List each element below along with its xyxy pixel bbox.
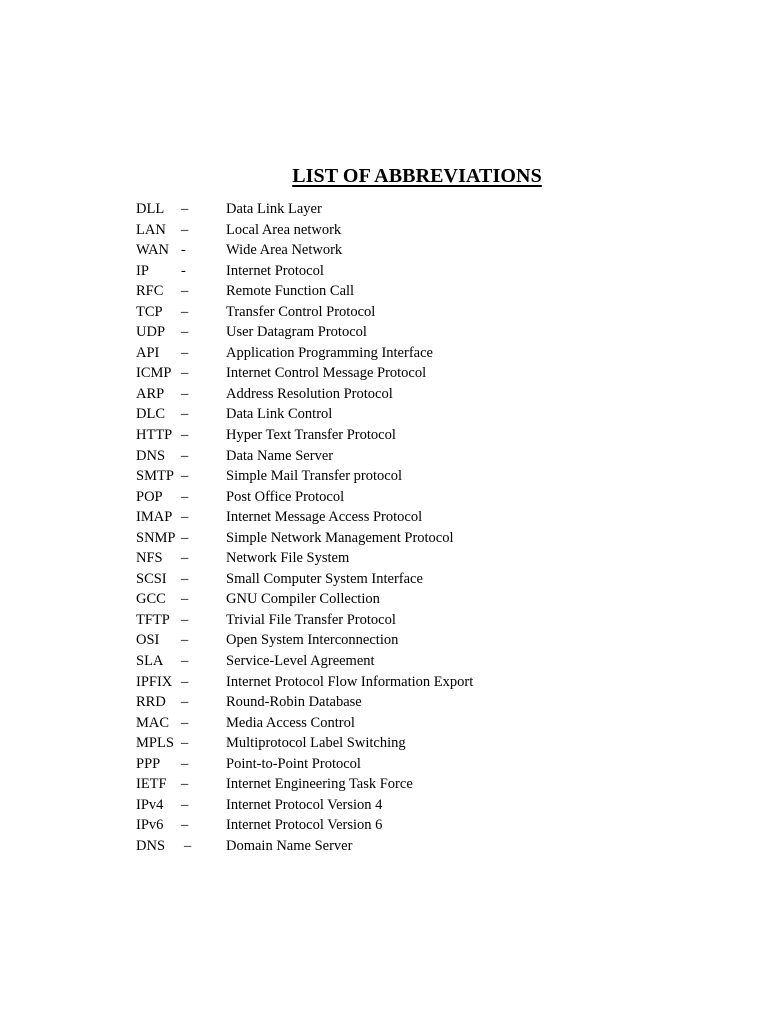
abbreviation-definition: Service-Level Agreement <box>226 653 375 670</box>
separator-dash: – <box>181 324 189 341</box>
separator-dash: – <box>181 344 189 361</box>
separator-dash: – <box>181 468 189 485</box>
abbreviation-definition: Internet Control Message Protocol <box>226 365 427 382</box>
separator-dash: – <box>181 406 189 423</box>
abbreviation-term: API <box>136 344 160 361</box>
separator-dash: – <box>181 714 189 731</box>
abbreviation-term: DLC <box>136 406 165 423</box>
abbreviation-definition: Network File System <box>226 550 350 567</box>
abbreviation-definition: Media Access Control <box>226 714 355 731</box>
separator-dash: – <box>181 673 189 690</box>
separator-dash: – <box>181 776 189 793</box>
abbreviation-term: NFS <box>136 550 163 567</box>
abbreviation-term: POP <box>136 488 163 505</box>
abbreviation-term: TFTP <box>136 611 170 628</box>
abbreviation-definition: Internet Protocol Flow Information Export <box>226 673 474 690</box>
abbreviation-term: RRD <box>136 694 166 711</box>
separator-dash: - <box>181 262 186 279</box>
abbreviation-term: IETF <box>136 776 167 793</box>
abbreviation-term: IPFIX <box>136 673 173 690</box>
separator-dash: – <box>181 755 189 772</box>
abbreviation-definition: Small Computer System Interface <box>226 570 423 587</box>
separator-dash: - <box>181 242 186 259</box>
separator-dash: – <box>181 570 189 587</box>
abbreviation-definition: Internet Protocol <box>226 262 324 279</box>
abbreviation-term: ARP <box>136 385 165 402</box>
separator-dash: – <box>181 694 189 711</box>
separator-dash: – <box>181 283 189 300</box>
abbreviation-term: TCP <box>136 303 163 320</box>
abbreviation-definition: Post Office Protocol <box>226 488 345 505</box>
abbreviation-definition: Internet Engineering Task Force <box>226 776 413 793</box>
abbreviation-definition: Multiprotocol Label Switching <box>226 735 406 752</box>
separator-dash: – <box>181 817 189 834</box>
abbreviation-definition: Simple Mail Transfer protocol <box>226 468 403 485</box>
separator-dash: – <box>181 653 189 670</box>
abbreviation-definition: Remote Function Call <box>226 283 355 300</box>
separator-dash: – <box>181 735 189 752</box>
abbreviation-term: IMAP <box>136 509 173 526</box>
abbreviation-definition: Internet Message Access Protocol <box>226 509 423 526</box>
abbreviation-definition: Internet Protocol Version 6 <box>226 817 383 834</box>
abbreviation-term: RFC <box>136 283 164 300</box>
separator-dash: – <box>181 488 189 505</box>
separator-dash: – <box>181 201 189 217</box>
separator-dash: – <box>181 529 189 546</box>
abbreviation-definition: Address Resolution Protocol <box>226 385 393 402</box>
abbreviation-term: MAC <box>136 714 170 731</box>
separator-dash: – <box>181 611 189 628</box>
separator-dash: – <box>181 591 189 608</box>
abbreviation-definition: Transfer Control Protocol <box>226 303 376 320</box>
abbreviation-term: IP <box>136 262 149 279</box>
separator-dash: – <box>181 550 189 567</box>
abbreviation-definition: Wide Area Network <box>226 242 343 259</box>
separator-dash: – <box>184 837 192 854</box>
abbreviation-term: OSI <box>136 632 160 649</box>
abbreviation-term: UDP <box>136 324 166 341</box>
abbreviation-term: LAN <box>136 221 166 238</box>
abbreviation-term: SMTP <box>136 468 174 485</box>
abbreviation-term: DNS <box>136 447 166 464</box>
abbreviation-term: ICMP <box>136 365 172 382</box>
separator-dash: – <box>181 447 189 464</box>
abbreviation-definition: Hyper Text Transfer Protocol <box>226 427 396 444</box>
abbreviation-term: MPLS <box>136 735 174 752</box>
separator-dash: – <box>181 509 189 526</box>
abbreviation-term: SNMP <box>136 529 176 546</box>
abbreviation-definition: Internet Protocol Version 4 <box>226 796 383 813</box>
abbreviation-definition: GNU Compiler Collection <box>226 591 380 608</box>
separator-dash: – <box>181 427 189 444</box>
abbreviation-definition: Data Name Server <box>226 447 334 464</box>
abbreviation-term: SCSI <box>136 570 167 587</box>
separator-dash: – <box>181 632 189 649</box>
abbreviation-definition: Data Link Layer <box>226 201 322 217</box>
abbreviation-term: WAN <box>136 242 170 259</box>
separator-dash: – <box>181 385 189 402</box>
abbreviation-definition: Trivial File Transfer Protocol <box>226 611 396 628</box>
abbreviation-definition: Data Link Control <box>226 406 333 423</box>
abbreviation-definition: Application Programming Interface <box>226 344 433 361</box>
abbreviation-term: IPv4 <box>136 796 164 813</box>
abbreviation-definition: Simple Network Management Protocol <box>226 529 454 546</box>
separator-dash: – <box>181 796 189 813</box>
abbreviation-definition: Domain Name Server <box>226 837 353 854</box>
separator-dash: – <box>181 303 189 320</box>
separator-dash: – <box>181 221 189 238</box>
abbreviation-term: DNS <box>136 837 166 854</box>
abbreviation-term: PPP <box>136 755 161 772</box>
abbreviation-term: IPv6 <box>136 817 164 834</box>
abbreviation-term: HTTP <box>136 427 173 444</box>
abbreviation-definition: Open System Interconnection <box>226 632 399 649</box>
abbreviation-term: SLA <box>136 653 164 670</box>
abbreviation-definition: Local Area network <box>226 221 342 238</box>
abbreviation-definition: User Datagram Protocol <box>226 324 367 341</box>
abbreviation-term: GCC <box>136 591 166 608</box>
separator-dash: – <box>181 365 189 382</box>
abbreviation-definition: Round-Robin Database <box>226 694 362 711</box>
abbreviation-term: DLL <box>136 201 165 217</box>
abbreviation-definition: Point-to-Point Protocol <box>226 755 361 772</box>
page-title: LIST OF ABBREVIATIONS <box>292 165 542 187</box>
